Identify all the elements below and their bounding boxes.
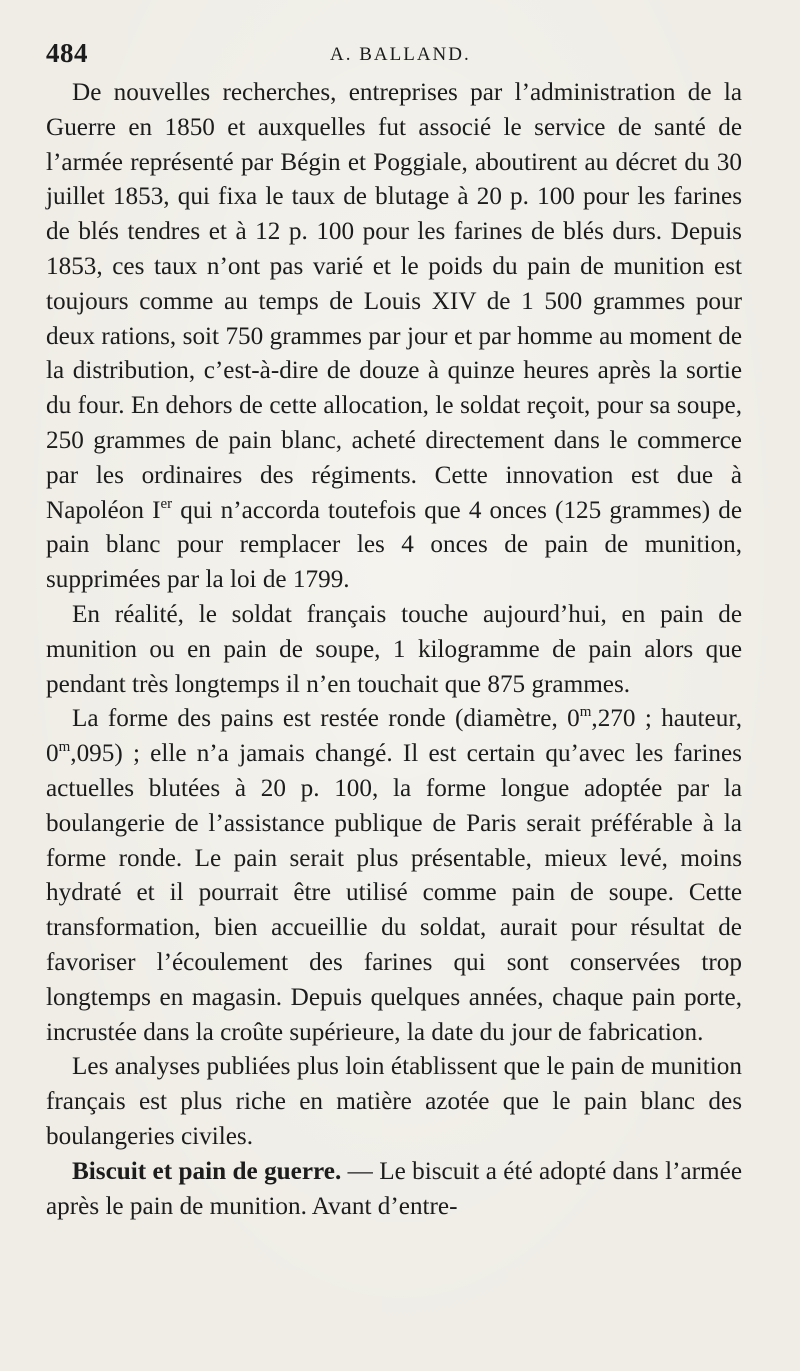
paragraph-5-text: — Le biscuit a été adopté dans l’armée après le pain de munition. Avant d’entre- xyxy=(46,1157,742,1220)
paragraph-3-part-3: ,095) ; elle n’a jamais changé. Il est certain qu’avec les farines actuelles blutées à 20 p. 100, la forme longue adoptée par la boulangerie de l’assistance publique de Paris serait préférable à la forme ronde. Le pain serait plus présentable, mieux levé, moins hydraté et il pourrait être utilisé comme pain de soupe. Cette transformation, bien accueillie du soldat, aurait pour résultat de favoriser l’écoulement des farines qui sont conservées trop longtemps en magasin. Depuis quelques années, chaque pain porte, incrustée dans la croûte supérieure, la date du jour de fabrication. xyxy=(46,740,742,1046)
paragraph-2-text: En réalité, le soldat français touche aujourd’hui, en pain de munition ou en pain de soupe, 1 kilogramme de pain alors que pendant très longtemps il n’en touchait que 875 grammes. xyxy=(46,600,742,698)
superscript-er: er xyxy=(160,495,173,512)
paragraph-5 xyxy=(46,1155,742,1225)
paragraph-3-part-2: ,270 ; hauteur, 0 xyxy=(46,705,743,768)
paragraph-4-text: Les analyses publiées plus loin établissent que le pain de munition français est plus riche en matière azotée que le pain blanc des boulangeries civiles. xyxy=(46,1053,742,1150)
paragraph-1-text: De nouvelles recherches, entreprises par l’administration de la Guerre en 1850 et auxquelles fut associé le service de santé de l’armée représenté par Bégin et Poggiale, aboutirent au décret du 30 juillet 1853, qui fixa le taux de blutage à 20 p. 100 pour les farines de blés tendres et à 12 p. 100 pour les farines de blés durs. Depuis 1853, ces taux n’ont pas varié et le poids du pain de munition est toujours comme au temps de Louis XIV de 1 500 grammes pour deux rations, soit 750 grammes par jour et par homme au moment de la distribution, c’est-à-dire de douze à quinze heures après la sortie du four. En dehors de cette allocation, le soldat reçoit, pour sa soupe, 250 grammes de pain blanc, acheté directement dans le commerce par les ordinaires des régiments. Cette innovation est due à Napoléon I xyxy=(46,79,742,524)
page-header xyxy=(46,38,742,76)
superscript-m-height: m xyxy=(58,739,71,756)
body-text xyxy=(46,76,742,1224)
page-number: 484 xyxy=(46,38,88,68)
paragraph-1 xyxy=(46,76,742,598)
paragraph-3 xyxy=(46,702,742,1050)
paragraph-4 xyxy=(46,1050,742,1154)
superscript-m-diameter: m xyxy=(579,704,592,721)
section-heading-biscuit: Biscuit et pain de guerre. xyxy=(72,1157,342,1185)
paragraph-3-part-1: La forme des pains est restée ronde (diamètre, 0 xyxy=(72,705,580,733)
running-head: A. BALLAND. xyxy=(330,44,471,65)
paragraph-2 xyxy=(46,598,742,702)
paragraph-1-text-after: qui n’accorda toutefois que 4 onces (125 grammes) de pain blanc pour remplacer les 4 onces de pain de munition, supprimées par la loi de 1799. xyxy=(46,496,743,594)
